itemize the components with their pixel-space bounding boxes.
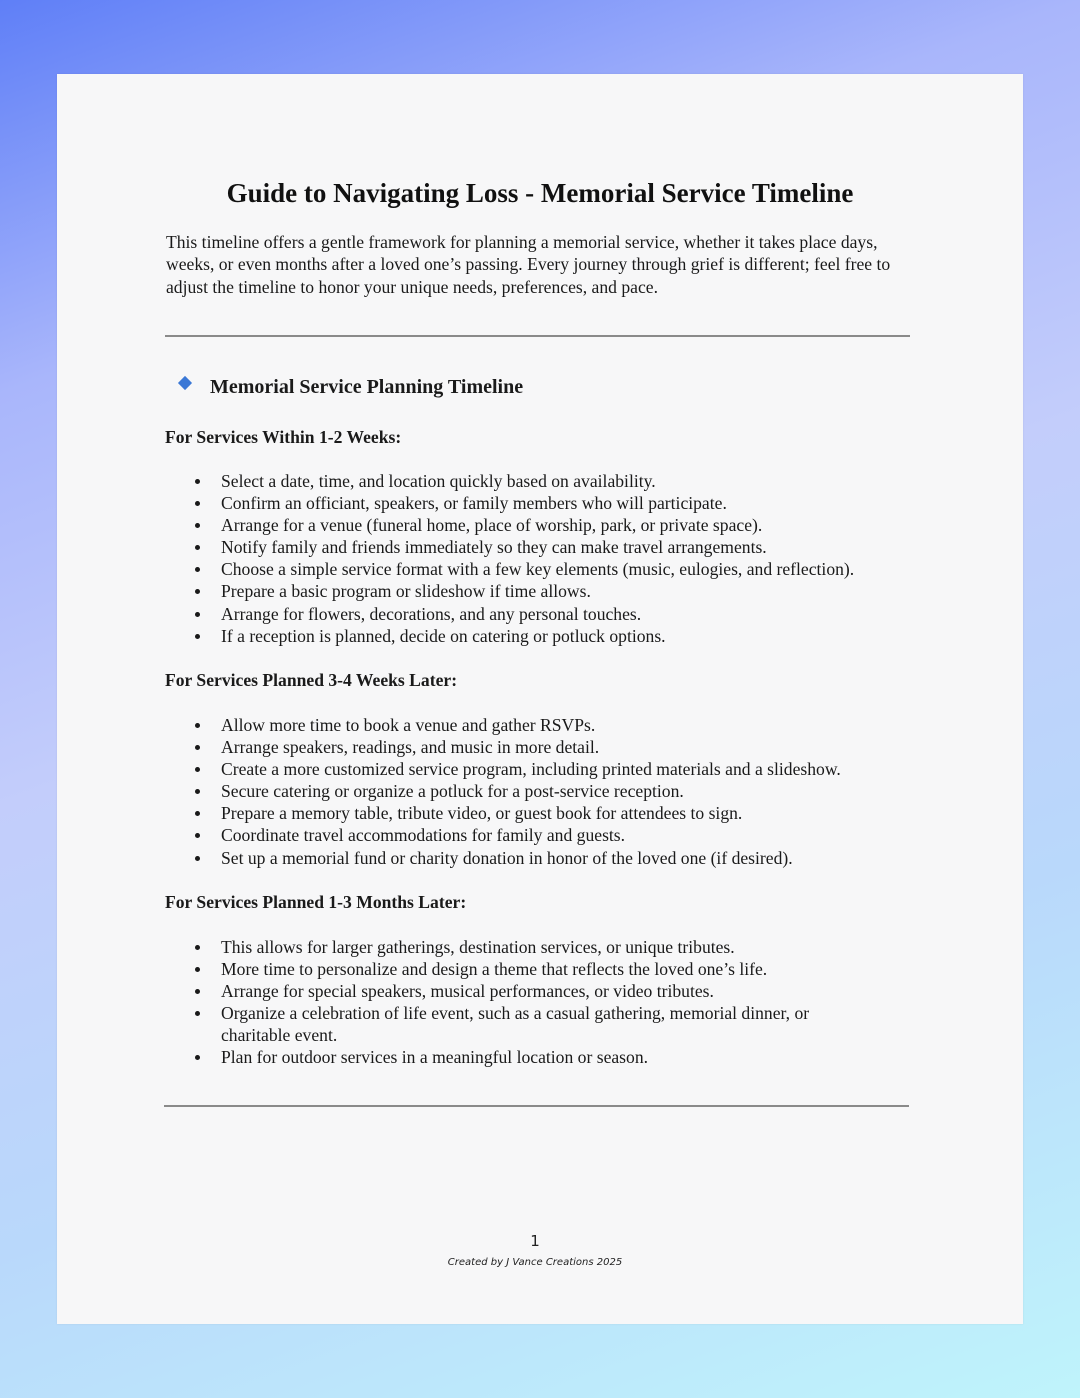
list-item: Coordinate travel accommodations for family and guests. bbox=[221, 824, 941, 846]
list-item: More time to personalize and design a theme that reflects the loved one’s life. bbox=[221, 958, 941, 980]
list-item: Arrange for flowers, decorations, and any personal touches. bbox=[221, 603, 941, 625]
list-item: Plan for outdoor services in a meaningful location or season. bbox=[221, 1046, 941, 1068]
list-item: Arrange speakers, readings, and music in more detail. bbox=[221, 736, 941, 758]
section-heading: Memorial Service Planning Timeline bbox=[210, 376, 524, 398]
group-heading-1-2-weeks: For Services Within 1-2 Weeks: bbox=[165, 427, 402, 447]
list-3-4-weeks bbox=[221, 714, 941, 869]
list-item: Secure catering or organize a potluck for a post-service reception. bbox=[221, 780, 941, 802]
list-item: If a reception is planned, decide on catering or potluck options. bbox=[221, 625, 941, 647]
list-item: Select a date, time, and location quickly based on availability. bbox=[221, 470, 941, 492]
group-heading-3-4-weeks: For Services Planned 3-4 Weeks Later: bbox=[165, 670, 458, 690]
list-item: Confirm an officiant, speakers, or family members who will participate. bbox=[221, 492, 941, 514]
list-item: Allow more time to book a venue and gather RSVPs. bbox=[221, 714, 941, 736]
list-item: Arrange for a venue (funeral home, place of worship, park, or private space). bbox=[221, 514, 941, 536]
list-item: Prepare a basic program or slideshow if time allows. bbox=[221, 580, 941, 602]
list-item: Prepare a memory table, tribute video, or guest book for attendees to sign. bbox=[221, 802, 941, 824]
list-item: Notify family and friends immediately so they can make travel arrangements. bbox=[221, 536, 941, 558]
bottom-divider bbox=[164, 1105, 909, 1107]
list-1-3-months bbox=[221, 936, 941, 1069]
document-page bbox=[57, 74, 1023, 1324]
top-divider bbox=[165, 335, 910, 337]
list-item: Set up a memorial fund or charity donation in honor of the loved one (if desired). bbox=[221, 847, 941, 869]
list-item: Arrange for special speakers, musical performances, or video tributes. bbox=[221, 980, 941, 1002]
diamond-bullet-icon bbox=[178, 376, 192, 390]
list-item: Choose a simple service format with a few key elements (music, eulogies, and reflection). bbox=[221, 558, 941, 580]
list-item: Create a more customized service program, including printed materials and a slideshow. bbox=[221, 758, 941, 780]
group-heading-1-3-months: For Services Planned 1-3 Months Later: bbox=[165, 892, 467, 912]
list-item: Organize a celebration of life event, such as a casual gathering, memorial dinner, or charitable event. bbox=[221, 1002, 881, 1046]
creator-credit: Created by J Vance Creations 2025 bbox=[447, 1257, 623, 1268]
page-number: 1 bbox=[530, 1232, 540, 1250]
list-1-2-weeks bbox=[221, 470, 941, 647]
intro-paragraph: This timeline offers a gentle framework for planning a memorial service, whether it takes place days, weeks, or even months after a loved one’s passing. Every journey through grief is different; feel free to adjust the timeline to honor your unique needs, preferences, and pace. bbox=[166, 232, 891, 297]
list-item: This allows for larger gatherings, destination services, or unique tributes. bbox=[221, 936, 941, 958]
document-title: Guide to Navigating Loss - Memorial Service Timeline bbox=[226, 178, 854, 208]
